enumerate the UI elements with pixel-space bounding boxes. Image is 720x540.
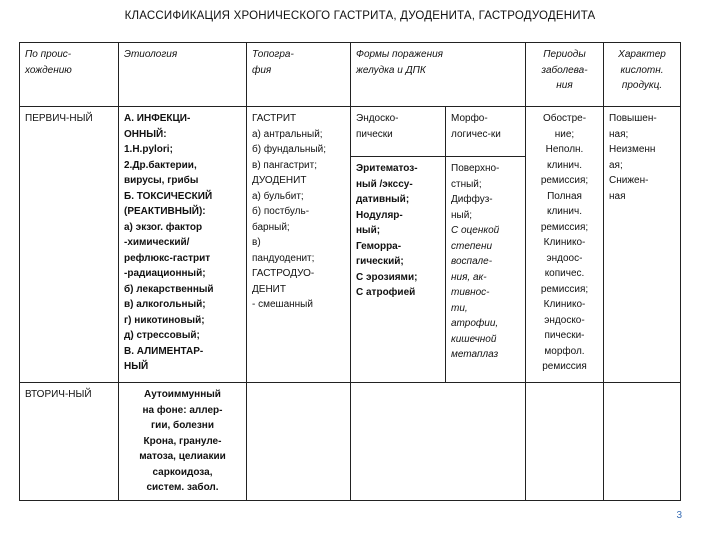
primary-origin: ПЕРВИЧ-НЫЙ <box>20 107 119 383</box>
page-number: 3 <box>676 510 682 521</box>
secondary-origin: ВТОРИЧ-НЫЙ <box>20 383 119 501</box>
secondary-forms <box>351 383 526 501</box>
endoscopic-forms: Эритематоз- ный /экссу- дативный; Нодуляр- ный; Геморра- гический; С эрозиями; С атрофией <box>351 157 446 383</box>
primary-topography: ГАСТРИТ а) антральный; б) фундальный; в) пангастрит; ДУОДЕНИТ а) бульбит; б) постбуль- барный; в) пандуоденит; ГАСТРОДУО- ДЕНИТ - смешанный <box>247 107 351 383</box>
header-row <box>20 43 681 107</box>
primary-etiology: А. ИНФЕКЦИ- ОННЫЙ: 1.H.pylori; 2.Др.бактерии, вирусы, грибы Б. ТОКСИЧЕСКИЙ (РЕАКТИВНЫЙ): а) экзог. фактор -химический/ рефлюкс-гастрит -радиационный; б) лекарственный в) алкогольный; г) никотиновый; д) стрессовый; В. АЛИМЕНТАР- НЫЙ <box>119 107 247 383</box>
morphologic-label: Морфо- логичес-ки <box>446 107 526 157</box>
header-origin: По проис- хождению <box>20 43 119 107</box>
page-title: КЛАССИФИКАЦИЯ ХРОНИЧЕСКОГО ГАСТРИТА, ДУОДЕНИТА, ГАСТРОДУОДЕНИТА <box>124 10 596 22</box>
primary-periods: Обостре- ние; Неполн. клинич. ремиссия; Полная клинич. ремиссия; Клинико- эндоос- копичес. ремиссия; Клинико- эндоско- пически- морфол. ремиссия <box>526 107 604 383</box>
endoscopic-label: Эндоско- пически <box>351 107 446 157</box>
header-periods: Периоды заболева- ния <box>526 43 604 107</box>
morph-forms-plain: Поверхно- стный; Диффуз- ный; <box>451 163 500 221</box>
morph-forms-italic: С оценкой степени воспале- ния, ак- тивнос- ти, атрофии, кишечной метаплаз <box>451 225 500 360</box>
secondary-row <box>20 383 681 501</box>
primary-character: Повышен- ная; Неизменн ая; Снижен- ная <box>604 107 681 383</box>
header-character: Характер кислотн. продукц. <box>604 43 681 107</box>
primary-row-top <box>20 107 681 157</box>
header-topography: Топогра- фия <box>247 43 351 107</box>
header-forms: Формы поражения желудка и ДПК <box>351 43 526 107</box>
morphologic-forms <box>446 157 526 383</box>
secondary-character <box>604 383 681 501</box>
classification-table <box>19 42 681 501</box>
secondary-etiology: Аутоиммунный на фоне: аллер- гии, болезни Крона, грануле- матоза, целиакии саркоидоза, систем. забол. <box>119 383 247 501</box>
header-etiology: Этиология <box>119 43 247 107</box>
secondary-periods <box>526 383 604 501</box>
secondary-topography <box>247 383 351 501</box>
